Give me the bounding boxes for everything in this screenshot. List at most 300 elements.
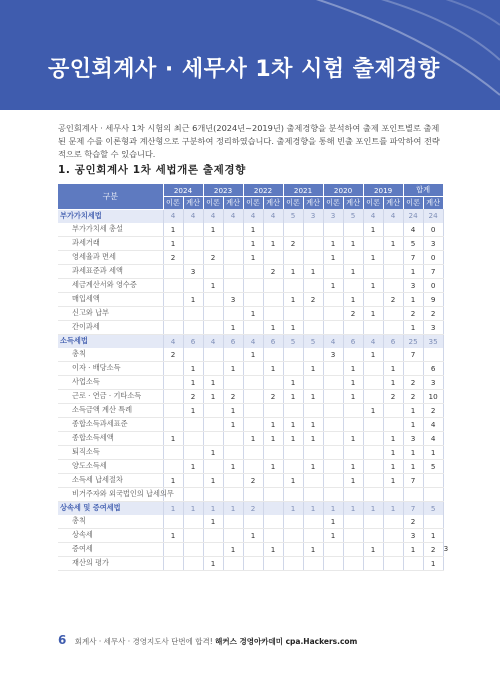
table-row: 증여세 1 1 1 1 1 2 3: [58, 542, 443, 556]
topic-name: 양도소득세: [58, 459, 163, 473]
count-cell: 4: [423, 431, 443, 445]
count-cell: [323, 403, 343, 417]
count-cell: 1: [363, 403, 383, 417]
count-cell: 1: [223, 459, 243, 473]
count-cell: 1: [343, 473, 363, 487]
count-cell: 4: [183, 209, 203, 223]
table-row: [58, 223, 443, 237]
count-cell: [283, 348, 303, 362]
count-cell: [383, 320, 403, 334]
count-cell: 4: [363, 334, 383, 348]
table-row: [58, 459, 443, 473]
topic-name: 비거주자와 외국법인의 납세의무: [58, 487, 163, 501]
count-cell: 7: [403, 501, 423, 515]
count-cell: [283, 306, 303, 320]
count-cell: 2: [403, 375, 423, 389]
count-cell: 24: [423, 209, 443, 223]
count-cell: [423, 473, 443, 487]
count-cell: 2: [403, 389, 423, 403]
count-cell: 3: [423, 236, 443, 250]
count-cell: [183, 473, 203, 487]
count-cell: [283, 361, 303, 375]
count-cell: 1: [383, 375, 403, 389]
count-cell: 1: [223, 417, 243, 431]
count-cell: 1: [183, 403, 203, 417]
count-cell: 6: [223, 334, 243, 348]
count-cell: 1: [183, 501, 203, 515]
count-cell: [383, 515, 403, 529]
count-cell: [303, 278, 323, 292]
count-cell: [303, 487, 323, 501]
count-cell: [163, 515, 183, 529]
table-row: [58, 556, 443, 570]
count-cell: 1: [283, 375, 303, 389]
count-cell: 2: [423, 403, 443, 417]
count-cell: [203, 417, 223, 431]
count-cell: [223, 278, 243, 292]
topic-name: 총칙: [58, 515, 163, 529]
calc-header: 계산: [263, 197, 283, 210]
table-row: [58, 236, 443, 250]
year-header: 2023: [203, 184, 243, 197]
count-cell: [263, 528, 283, 542]
count-cell: 1: [403, 264, 423, 278]
count-cell: [243, 487, 263, 501]
category-name: 소득세법: [58, 334, 163, 348]
count-cell: [283, 223, 303, 237]
count-cell: 25: [403, 334, 423, 348]
count-cell: 1: [343, 264, 363, 278]
topic-name: 종합소득세액: [58, 431, 163, 445]
count-cell: 1: [303, 389, 323, 403]
count-cell: 1: [203, 389, 223, 403]
count-cell: [343, 223, 363, 237]
count-cell: 1: [323, 501, 343, 515]
count-cell: [363, 417, 383, 431]
count-cell: 1: [363, 501, 383, 515]
count-cell: [203, 459, 223, 473]
count-cell: [303, 515, 323, 529]
count-cell: 1: [223, 542, 243, 556]
count-cell: 1: [343, 236, 363, 250]
table-body: [58, 209, 449, 570]
count-cell: 6: [183, 334, 203, 348]
count-cell: 3: [403, 528, 423, 542]
table-row: [58, 306, 443, 320]
count-cell: 1: [363, 250, 383, 264]
table-row: [58, 417, 443, 431]
count-cell: [403, 487, 423, 501]
count-cell: 2: [283, 236, 303, 250]
count-cell: [263, 515, 283, 529]
count-cell: 1: [203, 501, 223, 515]
count-cell: 2: [383, 292, 403, 306]
topic-name: 과세표준과 세액: [58, 264, 163, 278]
count-cell: 1: [283, 264, 303, 278]
count-cell: 4: [323, 334, 343, 348]
count-cell: 1: [283, 431, 303, 445]
count-cell: 1: [423, 556, 443, 570]
count-cell: [303, 528, 323, 542]
count-cell: 2: [303, 292, 323, 306]
count-cell: [243, 389, 263, 403]
count-cell: [163, 556, 183, 570]
count-cell: 1: [263, 417, 283, 431]
count-cell: 1: [303, 417, 323, 431]
table-row: [58, 473, 443, 487]
count-cell: [263, 250, 283, 264]
count-cell: 5: [343, 209, 363, 223]
count-cell: [163, 542, 183, 556]
count-cell: [243, 264, 263, 278]
count-cell: 1: [323, 278, 343, 292]
count-cell: 2: [163, 348, 183, 362]
count-cell: 5: [403, 236, 423, 250]
count-cell: [383, 417, 403, 431]
year-header: 2020: [323, 184, 363, 197]
table-row: [58, 431, 443, 445]
count-cell: [183, 223, 203, 237]
count-cell: [343, 320, 363, 334]
count-cell: [363, 487, 383, 501]
count-cell: [203, 528, 223, 542]
count-cell: [163, 459, 183, 473]
table-corner-header: 구분: [58, 184, 163, 209]
count-cell: 2: [263, 264, 283, 278]
count-cell: 1: [363, 348, 383, 362]
calc-header: 계산: [303, 197, 323, 210]
footer-text: 회계사 · 세무사 · 경영지도사 단번에 합격!: [74, 637, 213, 646]
topic-name: 부가가치세 총설: [58, 223, 163, 237]
count-cell: [243, 375, 263, 389]
count-cell: [223, 515, 243, 529]
count-cell: [283, 515, 303, 529]
count-cell: 3: [183, 264, 203, 278]
topic-name: 사업소득: [58, 375, 163, 389]
topic-name: 과세거래: [58, 236, 163, 250]
count-cell: [183, 556, 203, 570]
count-cell: 1: [223, 501, 243, 515]
topic-name: 상속세: [58, 528, 163, 542]
count-cell: [183, 528, 203, 542]
count-cell: [303, 306, 323, 320]
count-cell: [323, 389, 343, 403]
count-cell: 1: [243, 236, 263, 250]
count-cell: [343, 542, 363, 556]
count-cell: [383, 223, 403, 237]
count-cell: 1: [323, 515, 343, 529]
count-cell: [243, 459, 263, 473]
topic-name: 증여세: [58, 542, 163, 556]
count-cell: 1: [183, 375, 203, 389]
count-cell: 1: [243, 306, 263, 320]
count-cell: 4: [243, 334, 263, 348]
table-row: [58, 264, 443, 278]
count-cell: 1: [243, 348, 263, 362]
count-cell: [303, 223, 323, 237]
year-header-row: [58, 184, 443, 197]
count-cell: [263, 306, 283, 320]
count-cell: [283, 278, 303, 292]
count-cell: [363, 528, 383, 542]
count-cell: 4: [243, 209, 263, 223]
count-cell: [163, 306, 183, 320]
count-cell: 1: [303, 264, 323, 278]
count-cell: [263, 278, 283, 292]
table-row: [58, 320, 443, 334]
count-cell: [383, 278, 403, 292]
count-cell: 1: [163, 236, 183, 250]
table-row: [58, 361, 443, 375]
count-cell: 1: [323, 236, 343, 250]
count-cell: 2: [243, 473, 263, 487]
count-cell: [283, 403, 303, 417]
count-cell: 1: [403, 542, 423, 556]
count-cell: 2: [423, 542, 443, 556]
count-cell: [323, 375, 343, 389]
count-cell: [343, 487, 363, 501]
count-cell: [363, 459, 383, 473]
count-cell: 4: [263, 209, 283, 223]
count-cell: [383, 264, 403, 278]
topic-name: 소득금액 계산 특례: [58, 403, 163, 417]
count-cell: 1: [403, 320, 423, 334]
year-header: 2019: [363, 184, 403, 197]
count-cell: 1: [183, 361, 203, 375]
count-cell: [343, 417, 363, 431]
count-cell: 1: [383, 431, 403, 445]
count-cell: 0: [423, 250, 443, 264]
count-cell: [243, 445, 263, 459]
count-cell: [223, 375, 243, 389]
count-cell: [243, 417, 263, 431]
count-cell: 3: [423, 375, 443, 389]
count-cell: [423, 348, 443, 362]
count-cell: [223, 473, 243, 487]
count-cell: 6: [343, 334, 363, 348]
count-cell: 1: [343, 431, 363, 445]
category-row: [58, 209, 443, 223]
count-cell: [343, 556, 363, 570]
count-cell: [183, 250, 203, 264]
count-cell: [183, 320, 203, 334]
table-row: [58, 445, 443, 459]
table-row: [58, 403, 443, 417]
page-number: 6: [58, 633, 67, 647]
count-cell: 1: [163, 501, 183, 515]
exam-trend-table: [58, 184, 449, 571]
count-cell: [223, 431, 243, 445]
count-cell: 1: [283, 320, 303, 334]
count-cell: 1: [283, 389, 303, 403]
count-cell: [243, 556, 263, 570]
intro-paragraph: 공인회계사 · 세무사 1차 시험의 최근 6개년(2024년~2019년) 출제경향을 분석하여 출제 포인트별로 출제된 문제 수를 이론형과 계산형으로 구분하여 정리하였습니다. 출제경향을 통해 빈출 포인트를 파악하여 전략적으로 학습할 수 있습니다.: [58, 123, 440, 159]
count-cell: [263, 403, 283, 417]
count-cell: 5: [423, 501, 443, 515]
count-cell: [343, 278, 363, 292]
count-cell: [303, 556, 323, 570]
count-cell: 4: [163, 209, 183, 223]
count-cell: 0: [423, 278, 443, 292]
title-banner: [0, 0, 500, 110]
count-cell: 3: [223, 292, 243, 306]
count-cell: [163, 417, 183, 431]
category-name: 부가가치세법: [58, 209, 163, 223]
page-title: 공인회계사 · 세무사 1차 시험 출제경향: [48, 57, 440, 82]
topic-name: 총칙: [58, 348, 163, 362]
count-cell: 1: [283, 292, 303, 306]
count-cell: [183, 515, 203, 529]
count-cell: 1: [163, 473, 183, 487]
count-cell: 1: [163, 223, 183, 237]
count-cell: 1: [263, 542, 283, 556]
count-cell: 4: [423, 417, 443, 431]
count-cell: [163, 292, 183, 306]
count-cell: 1: [423, 445, 443, 459]
theory-header: 이론: [403, 197, 423, 210]
footer-brand: 해커스 경영아카데미 cpa.Hackers.com: [215, 637, 358, 646]
count-cell: [203, 487, 223, 501]
count-cell: 1: [223, 361, 243, 375]
count-cell: [303, 473, 323, 487]
count-cell: 2: [383, 389, 403, 403]
count-cell: [303, 236, 323, 250]
count-cell: 4: [223, 209, 243, 223]
count-cell: 1: [263, 431, 283, 445]
count-cell: [363, 264, 383, 278]
year-header: 2022: [243, 184, 283, 197]
count-cell: [383, 306, 403, 320]
count-cell: [223, 487, 243, 501]
count-cell: [343, 250, 363, 264]
count-cell: [163, 320, 183, 334]
count-cell: [203, 292, 223, 306]
topic-name: 영세율과 면세: [58, 250, 163, 264]
count-cell: 9: [423, 292, 443, 306]
count-cell: [363, 431, 383, 445]
count-cell: [363, 515, 383, 529]
table-row: [58, 292, 443, 306]
count-cell: [243, 278, 263, 292]
table-row: [58, 487, 443, 501]
count-cell: 1: [323, 250, 343, 264]
count-cell: 1: [183, 459, 203, 473]
count-cell: 1: [263, 361, 283, 375]
count-cell: [183, 417, 203, 431]
count-cell: 1: [403, 292, 423, 306]
count-cell: 1: [243, 431, 263, 445]
theory-header: 이론: [283, 197, 303, 210]
topic-name: 근로 · 연금 · 기타소득: [58, 389, 163, 403]
count-cell: [383, 348, 403, 362]
calc-header: 계산: [423, 197, 443, 210]
count-cell: [323, 417, 343, 431]
table-row: [58, 389, 443, 403]
count-cell: [203, 431, 223, 445]
count-cell: 1: [363, 278, 383, 292]
count-cell: 4: [203, 209, 223, 223]
count-cell: [283, 459, 303, 473]
total-header: 합계: [403, 184, 443, 197]
count-cell: [263, 556, 283, 570]
count-cell: 2: [403, 306, 423, 320]
count-cell: [303, 348, 323, 362]
count-cell: 6: [263, 334, 283, 348]
count-cell: 1: [163, 431, 183, 445]
count-cell: [223, 556, 243, 570]
calc-header: 계산: [343, 197, 363, 210]
count-cell: 4: [383, 209, 403, 223]
count-cell: [283, 250, 303, 264]
topic-name: 매입세액: [58, 292, 163, 306]
count-cell: [323, 473, 343, 487]
count-cell: [303, 445, 323, 459]
theory-header: 이론: [363, 197, 383, 210]
count-cell: [183, 306, 203, 320]
count-cell: [163, 264, 183, 278]
count-cell: 2: [183, 389, 203, 403]
count-cell: 6: [383, 334, 403, 348]
count-cell: [163, 389, 183, 403]
count-cell: [203, 236, 223, 250]
count-cell: [223, 348, 243, 362]
count-cell: 5: [423, 459, 443, 473]
count-cell: [323, 306, 343, 320]
count-cell: [203, 542, 223, 556]
theory-header: 이론: [203, 197, 223, 210]
count-cell: [203, 264, 223, 278]
count-cell: 3: [303, 209, 323, 223]
count-cell: [363, 445, 383, 459]
count-cell: [243, 320, 263, 334]
topic-name: 종합소득과세표준: [58, 417, 163, 431]
count-cell: 1: [183, 292, 203, 306]
count-cell: [363, 361, 383, 375]
count-cell: 1: [403, 445, 423, 459]
count-cell: 5: [283, 209, 303, 223]
count-cell: 1: [203, 445, 223, 459]
count-cell: [223, 223, 243, 237]
count-cell: [283, 556, 303, 570]
count-cell: [383, 556, 403, 570]
count-cell: [323, 292, 343, 306]
topic-name: 소득세 납세절차: [58, 473, 163, 487]
count-cell: [223, 236, 243, 250]
count-cell: [183, 431, 203, 445]
count-cell: 7: [403, 250, 423, 264]
count-cell: [183, 487, 203, 501]
count-cell: [223, 250, 243, 264]
count-cell: [323, 361, 343, 375]
count-cell: 1: [203, 473, 223, 487]
count-cell: 2: [163, 250, 183, 264]
count-cell: 1: [203, 515, 223, 529]
count-cell: [183, 542, 203, 556]
theory-header: 이론: [323, 197, 343, 210]
count-cell: [263, 473, 283, 487]
count-cell: [163, 375, 183, 389]
count-cell: 1: [343, 389, 363, 403]
count-cell: [283, 445, 303, 459]
count-cell: [203, 306, 223, 320]
count-cell: 1: [343, 292, 363, 306]
year-header: 2021: [283, 184, 323, 197]
count-cell: [243, 542, 263, 556]
count-cell: [323, 223, 343, 237]
count-cell: [363, 473, 383, 487]
count-cell: [303, 320, 323, 334]
count-cell: 2: [423, 306, 443, 320]
